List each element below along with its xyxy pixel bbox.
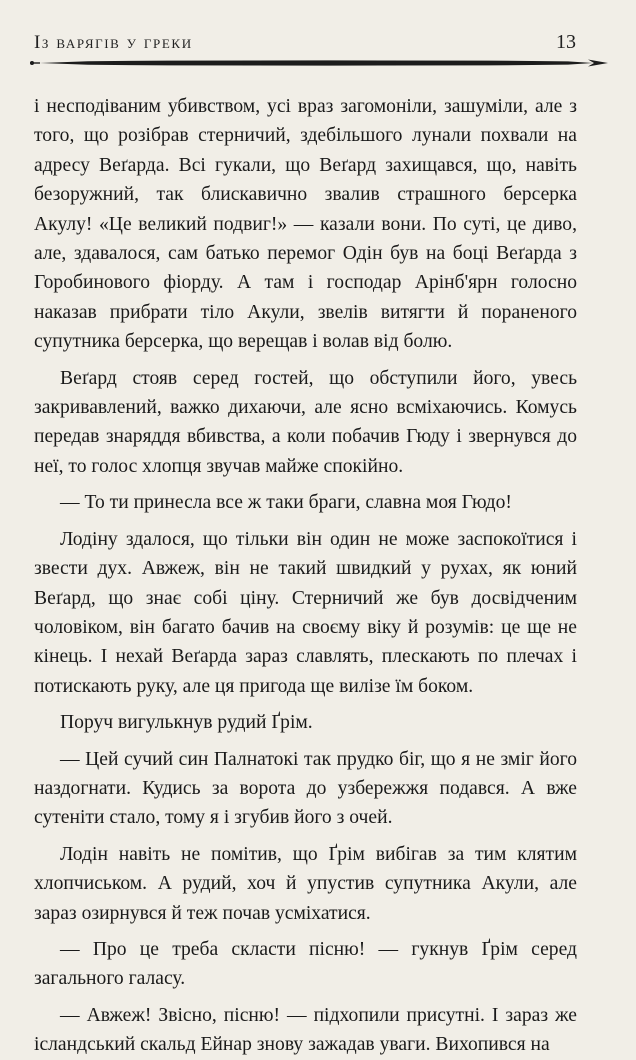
rule-left-dot: [30, 61, 34, 65]
header-ornamental-rule: [28, 55, 610, 71]
paragraph-5: Поруч вигулькнув рудий Ґрім.: [60, 712, 313, 734]
paragraph-8-dialogue: — Про це треба скласти пісню! — гукнув Ґрім серед загального галасу.: [34, 938, 577, 990]
paragraph-9-dialogue: — Авжеж! Звісно, пісню! — підхопили присутні. І зараз же ісландський скальд Ейнар знову зажадав уваги. Вихопився на: [34, 1004, 577, 1056]
running-header: [34, 30, 576, 58]
rule-swell-left: [40, 60, 593, 65]
paragraph-7: Лодін навіть не помітив, що Ґрім вибігав за тим клятим хлопчиськом. А рудий, хоч й упустив супутника Акули, але зараз озирнувся й теж почав усміхатися.: [34, 843, 577, 924]
paragraph-4: Лодіну здалося, що тільки він один не може заспокоїтися і звести дух. Авжеж, він не такий швидкий у рухах, як юний Веґард, що знає собі ціну. Стерничий же був досвідченим чоловіком, він багато бачив на своєму віку й розумів: це ще не кінець. І нехай Веґарда зараз славлять, плескають по плечах і потискають руку, але ця пригода ще вилізе їм боком.: [34, 528, 577, 697]
page-number: 13: [556, 31, 576, 53]
paragraph-3-dialogue: — То ти принесла все ж таки браги, славна моя Гюдо!: [60, 492, 512, 514]
paragraph-6-dialogue: — Цей сучий син Палнатокі так прудко біг, що я не зміг його наздогнати. Кудись за ворота до узбережжя подався. А вже сутеніти стало, тому я і згубив його з очей.: [34, 748, 577, 829]
running-title: Із варягів у греки: [34, 32, 193, 53]
paragraph-1: і несподіваним убивством, усі враз загомоніли, зашуміли, але з того, що розібрав стерничий, здебільшого лунали похвали на адресу Веґарда. Всі гукали, що Веґард захищався, що, навіть безоружний, так блискавично звалив страшного берсерка Акулу! «Це великий подвиг!» — казали вони. По суті, це диво, але, здавалося, сам батько перемог Одін був на боці Веґарда з Горобинового фіорду. А там і господар Арінб'ярн голосно наказав прибрати тіло Акули, звелів витягти й пораненого супутника берсерка, що верещав і волав від болю.: [34, 96, 577, 353]
body-text: [34, 92, 577, 1060]
paragraph-2: Веґард стояв серед гостей, що обступили його, увесь закривавлений, важко дихаючи, але ясно всміхаючись. Комусь передав знаряддя вбивства, а коли побачив Гюду і звернувся до неї, то голос хлопця звучав майже спокійно.: [34, 367, 577, 477]
